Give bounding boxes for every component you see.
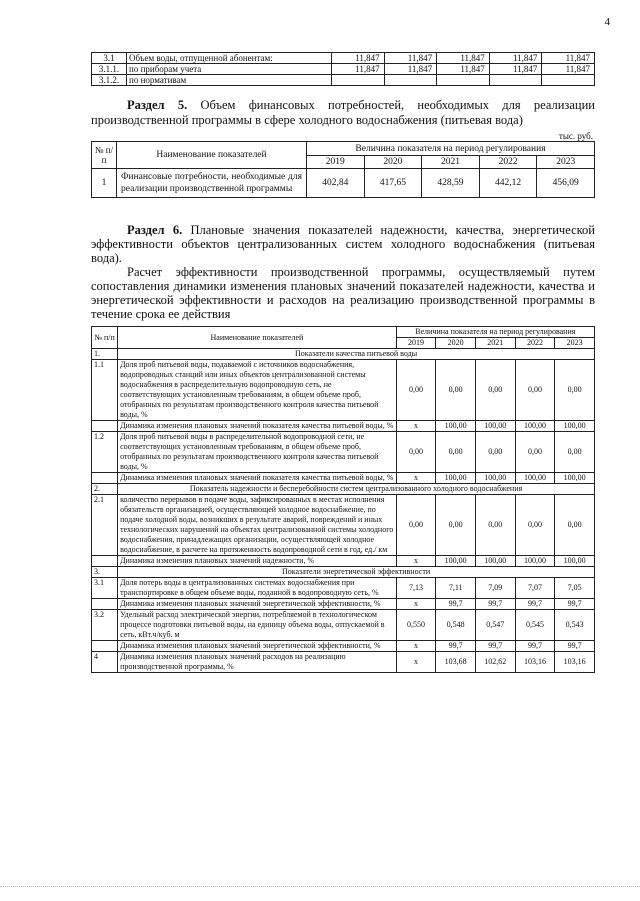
table-row: [92, 53, 595, 64]
table-row: [92, 610, 595, 641]
row-number: 1.2: [92, 432, 118, 473]
row-value: 100,00: [475, 556, 515, 567]
row-value: 99,7: [515, 599, 555, 610]
row-value: 0,548: [436, 610, 476, 641]
col-num-header: № п/п: [92, 142, 117, 169]
row-value: 100,00: [475, 473, 515, 484]
row-value: x: [396, 473, 436, 484]
row-value: 99,7: [475, 599, 515, 610]
row-value: 102,62: [475, 652, 515, 673]
year-header: 2023: [537, 156, 595, 169]
row-name: Объем воды, отпущенной абонентам:: [127, 53, 332, 64]
table-row: [92, 75, 595, 86]
row-value: 99,7: [436, 599, 476, 610]
row-number: 3.1.2.: [92, 75, 127, 86]
row-name: по нормативам: [127, 75, 332, 86]
year-header: 2019: [396, 338, 436, 349]
col-name-header: Наименование показателей: [118, 327, 397, 349]
year-header: 2020: [436, 338, 476, 349]
row-value: 428,59: [422, 169, 480, 198]
row-value: 11,847: [542, 53, 595, 64]
row-value: [332, 75, 385, 86]
row-value: 11,847: [332, 64, 385, 75]
row-name: Динамика изменения плановых значений показателя качества питьевой воды, %: [118, 421, 397, 432]
row-value: 11,847: [489, 64, 542, 75]
row-name: Динамика изменения плановых значений расходов на реализацию производственной программы, %: [118, 652, 397, 673]
row-value: 0,00: [475, 495, 515, 556]
row-value: 0,00: [436, 432, 476, 473]
row-value: 417,65: [364, 169, 422, 198]
row-value: 402,84: [307, 169, 365, 198]
row-name: по приборам учета: [127, 64, 332, 75]
section-row: [92, 484, 595, 495]
row-value: 7,05: [555, 578, 595, 599]
row-number: 3.2: [92, 610, 118, 641]
year-header: 2021: [422, 156, 480, 169]
row-value: 456,09: [537, 169, 595, 198]
row-number: 1.1: [92, 360, 118, 421]
row-value: 0,00: [396, 360, 436, 421]
row-value: 103,68: [436, 652, 476, 673]
unit-label: тыс. руб.: [558, 131, 593, 141]
row-value: x: [396, 599, 436, 610]
row-value: 100,00: [436, 556, 476, 567]
table-row: [92, 64, 595, 75]
table-row: [92, 556, 595, 567]
row-name: Динамика изменения плановых значений энергетической эффективности, %: [118, 641, 397, 652]
row-number: [92, 599, 118, 610]
row-value: 103,16: [515, 652, 555, 673]
table-row: [92, 495, 595, 556]
row-value: 99,7: [555, 599, 595, 610]
section-6-paragraph: Расчет эффективности производственной программы, осуществляемый путем сопоставления динамики изменения плановых значений показателей надежности, качества и энергетической эффективности и расходов на реализацию производственной программы в течение срока ее действия: [91, 265, 595, 321]
row-value: [542, 75, 595, 86]
row-value: 99,7: [436, 641, 476, 652]
row-value: 0,00: [475, 432, 515, 473]
row-value: 0,00: [555, 432, 595, 473]
row-name: Доля проб питьевой воды, подаваемой с источников водоснабжения, водопроводных станций или иных объектов централизованной системы водоснабжения в распределительную водопроводную сеть, не соответствующих установленным требованиям, в общем объеме проб, отобранных по результатам производственного контроля качества питьевой воды, %: [118, 360, 397, 421]
table-row: [92, 641, 595, 652]
row-name: Доля проб питьевой воды в распределительной водопроводной сети, не соответствующих установленным требованиям, в общем объеме проб, отобранных по результатам производственного контроля качества питьевой воды, %: [118, 432, 397, 473]
row-value: 0,543: [555, 610, 595, 641]
section-title: Показатели качества питьевой воды: [118, 349, 595, 360]
financial-needs-table: [91, 141, 595, 198]
row-value: 100,00: [555, 556, 595, 567]
row-name: Финансовые потребности, необходимые для реализации производственной программы: [117, 169, 307, 198]
row-value: [384, 75, 437, 86]
row-number: [92, 641, 118, 652]
row-value: 11,847: [384, 53, 437, 64]
year-header: 2019: [307, 156, 365, 169]
section-title: Показатели энергетической эффективности: [118, 567, 595, 578]
row-value: 100,00: [555, 421, 595, 432]
table-row: [92, 473, 595, 484]
table-row: [92, 599, 595, 610]
year-header: 2022: [515, 338, 555, 349]
row-name: количество перерывов в подаче воды, зафиксированных в местах исполнения обязательств организацией, осуществляющей холодное водоснабжение, по подаче холодной воды, возникших в результате аварий, повреждений и иных технологических нарушений на объектах централизованной системы холодного водоснабжения, принадлежащих организации, осуществляющей холодное водоснабжение, в расчете на протяженность водопроводной сети в год, ед./ км: [118, 495, 397, 556]
row-number: 2.1: [92, 495, 118, 556]
row-value: 0,00: [515, 495, 555, 556]
row-number: 3.1.1.: [92, 64, 127, 75]
row-value: 100,00: [515, 473, 555, 484]
row-value: 11,847: [437, 64, 490, 75]
water-volume-table: [91, 52, 595, 86]
row-value: x: [396, 556, 436, 567]
row-name: Динамика изменения плановых значений показателя качества питьевой воды, %: [118, 473, 397, 484]
row-value: 11,847: [437, 53, 490, 64]
page-bottom-border: [0, 886, 640, 887]
row-value: 0,545: [515, 610, 555, 641]
table-row: [92, 360, 595, 421]
section-5-text: Объем финансовых потребностей, необходимых для реализации производственной программы в сфере холодного водоснабжения (питьевая вода): [91, 98, 595, 127]
section-6-text: Плановые значения показателей надежности, качества, энергетической эффективности объектов централизованных систем холодного водоснабжения (питьевая вода).: [91, 223, 596, 265]
row-value: 0,00: [396, 495, 436, 556]
section-5-label: Раздел 5.: [127, 98, 188, 112]
row-name: Динамика изменения плановых значений надежности, %: [118, 556, 397, 567]
row-value: 0,550: [396, 610, 436, 641]
row-number: 3.1: [92, 53, 127, 64]
table-row: [92, 169, 595, 198]
row-number: 2.: [92, 484, 118, 495]
row-value: 0,00: [436, 495, 476, 556]
row-value: 0,00: [555, 495, 595, 556]
row-value: [489, 75, 542, 86]
row-value: 7,09: [475, 578, 515, 599]
row-value: 7,07: [515, 578, 555, 599]
row-name: Динамика изменения плановых значений энергетической эффективности, %: [118, 599, 397, 610]
row-value: 99,7: [515, 641, 555, 652]
row-value: 0,00: [396, 432, 436, 473]
row-value: 442,12: [479, 169, 537, 198]
row-name: Удельный расход электрической энергии, потребляемой в технологическом процессе подготовки питьевой воды, на единицу объема воды, отпускаемой в сеть, кВт.ч/куб. м: [118, 610, 397, 641]
year-header: 2020: [364, 156, 422, 169]
row-number: 4: [92, 652, 118, 673]
page-number: 4: [604, 16, 610, 28]
row-number: 1: [92, 169, 117, 198]
section-row: [92, 567, 595, 578]
row-number: 3.: [92, 567, 118, 578]
section-6-label: Раздел 6.: [127, 223, 183, 237]
row-value: 7,13: [396, 578, 436, 599]
row-value: 99,7: [555, 641, 595, 652]
col-period-header: Величина показателя на период регулирования: [396, 327, 594, 338]
col-name-header: Наименование показателей: [117, 142, 307, 169]
table-row: [92, 652, 595, 673]
row-number: [92, 473, 118, 484]
row-number: 3.1: [92, 578, 118, 599]
indicators-table: [91, 326, 595, 673]
table-row: [92, 432, 595, 473]
row-value: 11,847: [542, 64, 595, 75]
row-value: 0,00: [515, 432, 555, 473]
row-value: 99,7: [475, 641, 515, 652]
row-value: 100,00: [515, 421, 555, 432]
row-value: 103,16: [555, 652, 595, 673]
section-row: [92, 349, 595, 360]
row-value: [437, 75, 490, 86]
row-value: 11,847: [489, 53, 542, 64]
row-value: 11,847: [384, 64, 437, 75]
year-header: 2023: [555, 338, 595, 349]
section-6-heading: [91, 223, 595, 321]
col-period-header: Величина показателя на период регулирования: [307, 142, 595, 156]
row-value: 0,00: [515, 360, 555, 421]
row-value: x: [396, 421, 436, 432]
row-number: [92, 421, 118, 432]
row-value: 0,547: [475, 610, 515, 641]
row-number: [92, 556, 118, 567]
row-value: 100,00: [475, 421, 515, 432]
row-value: 100,00: [436, 473, 476, 484]
row-value: 100,00: [555, 473, 595, 484]
row-value: 0,00: [475, 360, 515, 421]
row-name: Доля потерь воды в централизованных системах водоснабжения при транспортировке в общем объеме воды, поданной в водопроводную сеть, %: [118, 578, 397, 599]
col-num-header: № п/п: [92, 327, 118, 349]
table-row: [92, 421, 595, 432]
year-header: 2022: [479, 156, 537, 169]
row-value: 0,00: [555, 360, 595, 421]
section-5-heading: [91, 98, 595, 128]
row-number: 1.: [92, 349, 118, 360]
row-value: x: [396, 652, 436, 673]
row-value: 100,00: [515, 556, 555, 567]
section-title: Показатель надежности и бесперебойности систем централизованного холодного водоснабжения: [118, 484, 595, 495]
year-header: 2021: [475, 338, 515, 349]
row-value: x: [396, 641, 436, 652]
table-row: [92, 578, 595, 599]
row-value: 0,00: [436, 360, 476, 421]
row-value: 100,00: [436, 421, 476, 432]
row-value: 7,11: [436, 578, 476, 599]
row-value: 11,847: [332, 53, 385, 64]
